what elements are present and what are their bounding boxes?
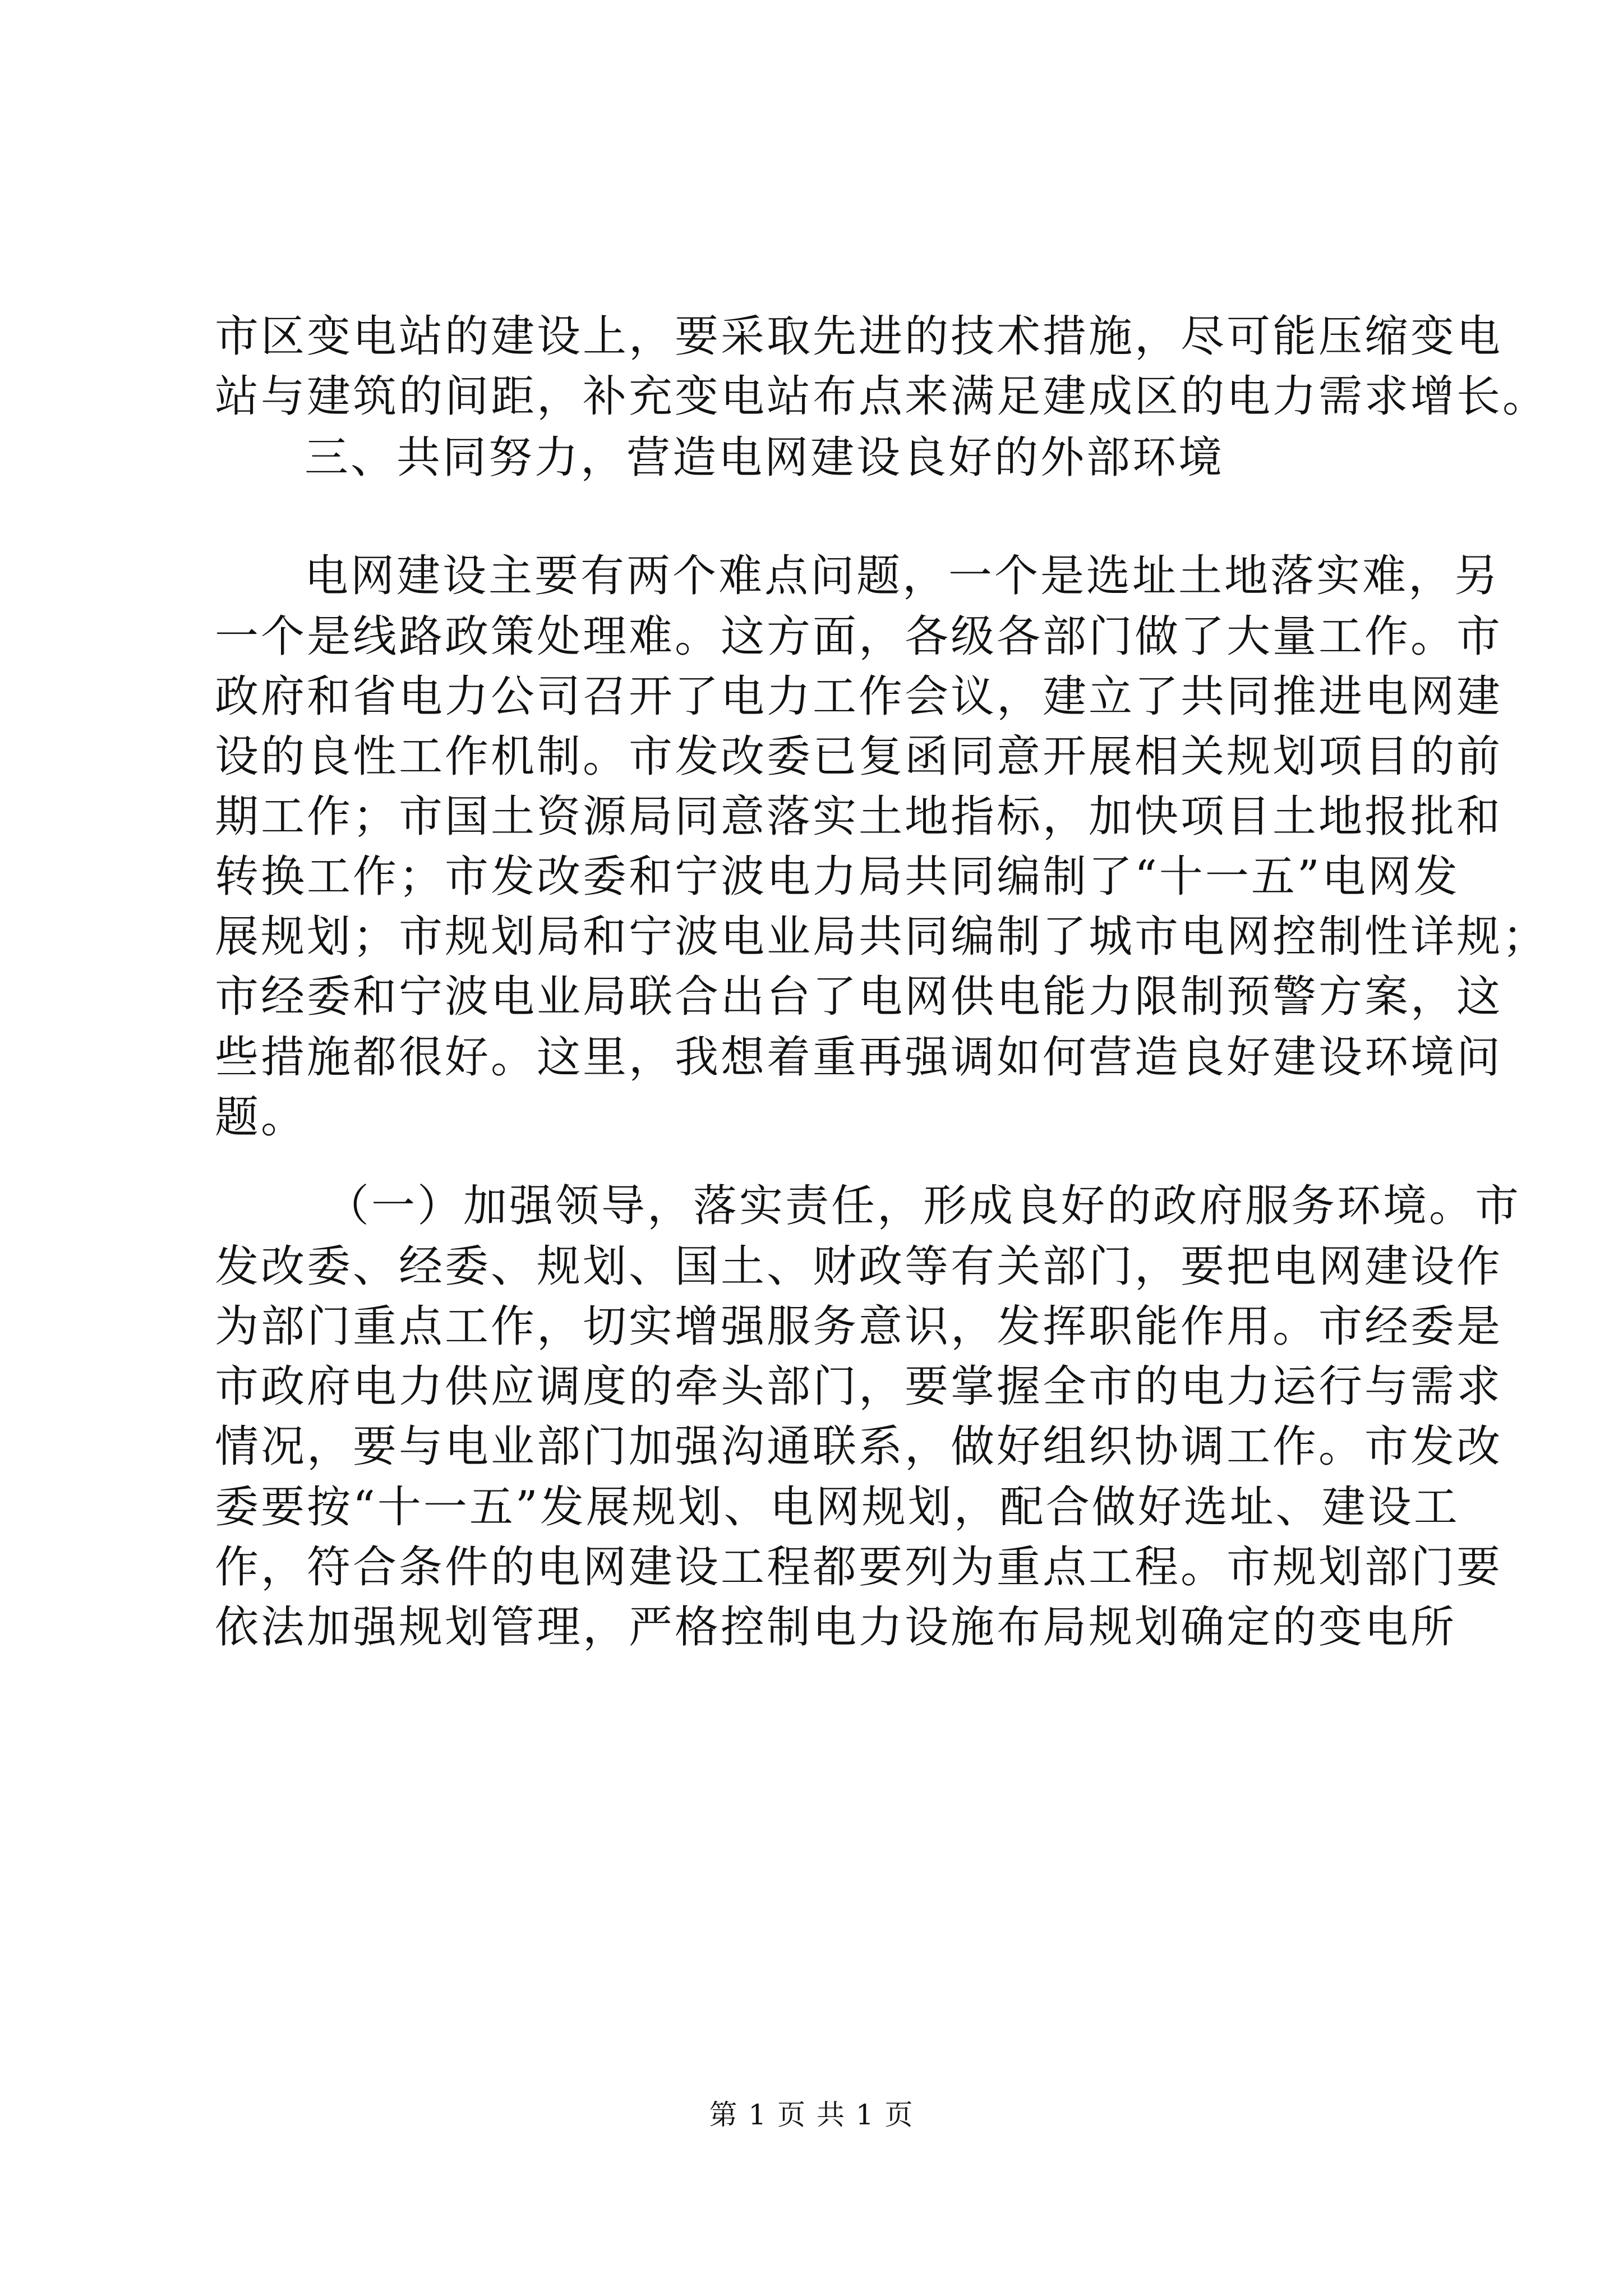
section-heading: 三、共同努力，营造电网建设良好的外部环境 [305, 432, 1225, 483]
subsection-first-line: （一）加强领导，落实责任，形成良好的政府服务环境。市 [325, 1181, 1521, 1231]
paragraph-line: 些措施都很好。这里，我想着重再强调如何营造良好建设环境问 [215, 1032, 1503, 1083]
paragraph-line: 依法加强规划管理，严格控制电力设施布局规划确定的变电所 [215, 1602, 1457, 1653]
paragraph-line: 题。 [215, 1092, 307, 1143]
paragraph-line: 站与建筑的间距，补充变电站布点来满足建成区的电力需求增长。 [215, 371, 1549, 422]
paragraph-line: 市区变电站的建设上，要采取先进的技术措施，尽可能压缩变电 [215, 311, 1503, 362]
paragraph-line: 发改委、经委、规划、国土、财政等有关部门，要把电网建设作 [215, 1241, 1503, 1292]
paragraph-line: 为部门重点工作，切实增强服务意识，发挥职能作用。市经委是 [215, 1301, 1503, 1352]
paragraph-line: 政府和省电力公司召开了电力工作会议，建立了共同推进电网建 [215, 671, 1503, 722]
paragraph-line: 市经委和宁波电业局联合出台了电网供电能力限制预警方案，这 [215, 972, 1503, 1022]
paragraph-line: 转换工作；市发改委和宁波电力局共同编制了“十一五”电网发 [215, 852, 1460, 902]
paragraph-line: 展规划；市规划局和宁波电业局共同编制了城市电网控制性详规； [215, 912, 1549, 962]
page-footer: 第 1 页 共 1 页 [709, 2099, 914, 2131]
paragraph-line: 情况，要与电业部门加强沟通联系，做好组织协调工作。市发改 [215, 1421, 1503, 1472]
paragraph-line: 市政府电力供应调度的牵头部门，要掌握全市的电力运行与需求 [215, 1361, 1503, 1412]
paragraph-line: 电网建设主要有两个难点问题，一个是选址土地落实难，另 [305, 551, 1501, 601]
paragraph-line: 委要按“十一五”发展规划、电网规划，配合做好选址、建设工 [215, 1482, 1460, 1533]
paragraph-line: 设的良性工作机制。市发改委已复函同意开展相关规划项目的前 [215, 731, 1503, 782]
paragraph-line: 期工作；市国土资源局同意落实土地指标，加快项目土地报批和 [215, 792, 1503, 842]
paragraph-line: 一个是线路政策处理难。这方面，各级各部门做了大量工作。市 [215, 611, 1503, 662]
paragraph-line: 作，符合条件的电网建设工程都要列为重点工程。市规划部门要 [215, 1542, 1503, 1593]
